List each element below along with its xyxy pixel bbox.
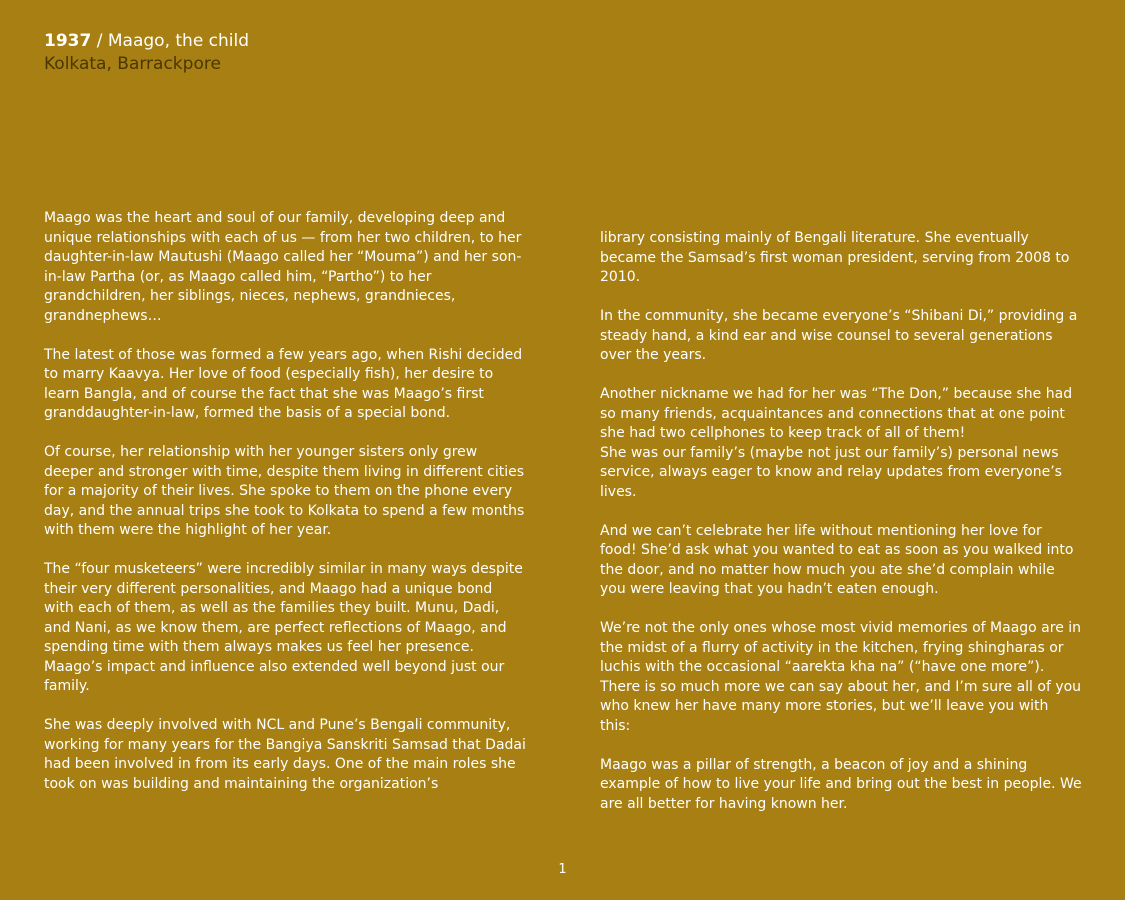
paragraph: She was deeply involved with NCL and Pune’s Bengali community, working for many years for the Bangiya Sanskriti Samsad that Dadai had been involved in from its early days. One of the main roles she took on was building and maintaining the organization’s xyxy=(44,717,526,792)
title-separator: / xyxy=(91,31,108,51)
paragraph: Maago was a pillar of strength, a beacon of joy and a shining example of how to live your life and bring out the best in people. We are all better for having known her. xyxy=(600,756,1082,812)
right-text-column xyxy=(600,229,1082,834)
paragraph: Of course, her relationship with her younger sisters only grew deeper and stronger with time, despite them living in different cities for a majority of their lives. She spoke to them on the phone every day, and the annual trips she took to Kolkata to spend a few months with them were the highlight of her year. xyxy=(44,444,525,538)
page-subtitle: Kolkata, Barrackpore xyxy=(44,54,221,74)
page-title xyxy=(44,30,249,52)
page-number: 1 xyxy=(558,862,567,877)
paragraph: In the community, she became everyone’s “Shibani Di,” providing a steady hand, a kind ear and wise counsel to several generations over the years. xyxy=(600,308,1078,363)
paragraph: library consisting mainly of Bengali literature. She eventually became the Samsad’s first woman president, serving from 2008 to 2010. xyxy=(600,230,1070,285)
left-text-column xyxy=(44,209,526,814)
paragraph: Another nickname we had for her was “The Don,” because she had so many friends, acquaintances and connections that at one point she had two cellphones to keep track of all of them! xyxy=(600,386,1073,441)
title-text: Maago, the child xyxy=(107,31,250,51)
paragraph: Maago was the heart and soul of our family, developing deep and unique relationships with each of us — from her two children, to her daughter-in-law Mautushi (Maago called her “Mouma”) and her son-in-law Partha (or, as Maago called him, “Partho”) to her grandchildren, her siblings, nieces, nephews, grandnieces, grandnephews… xyxy=(44,210,522,324)
paragraph: The latest of those was formed a few years ago, when Rishi decided to marry Kaavya. Her love of food (especially fish), her desire to learn Bangla, and of course the fact that she was Maago’s first granddaughter-in-law, formed the basis of a special bond. xyxy=(44,346,523,421)
page-header xyxy=(44,30,249,75)
paragraph: She was our family’s (maybe not just our family’s) personal news service, always eager to know and relay updates from everyone’s lives. xyxy=(600,444,1062,500)
paragraph: And we can’t celebrate her life without mentioning her love for food! She’d ask what you wanted to eat as soon as you walked into the door, and no matter how much you ate she’d complain while you were leaving that you hadn’t eaten enough. xyxy=(600,522,1074,597)
paragraph: We’re not the only ones whose most vivid memories of Maago are in the midst of a flurry of activity in the kitchen, frying shingharas or luchis with the occasional “aarekta kha na” (“have one more”). There is so much more we can say about her, and I’m sure all of you who knew her have many more stories, but we’ll leave you with this: xyxy=(600,620,1082,734)
paragraph: The “four musketeers” were incredibly similar in many ways despite their very different personalities, and Maago had a unique bond with each of them, as well as the families they built. Munu, Dadi, and Nani, as we know them, are perfect reflections of Maago, and spending time with them always makes us feel her presence. Maago’s impact and influence also extended well beyond just our family. xyxy=(44,561,523,694)
title-year: 1937 xyxy=(44,31,92,51)
